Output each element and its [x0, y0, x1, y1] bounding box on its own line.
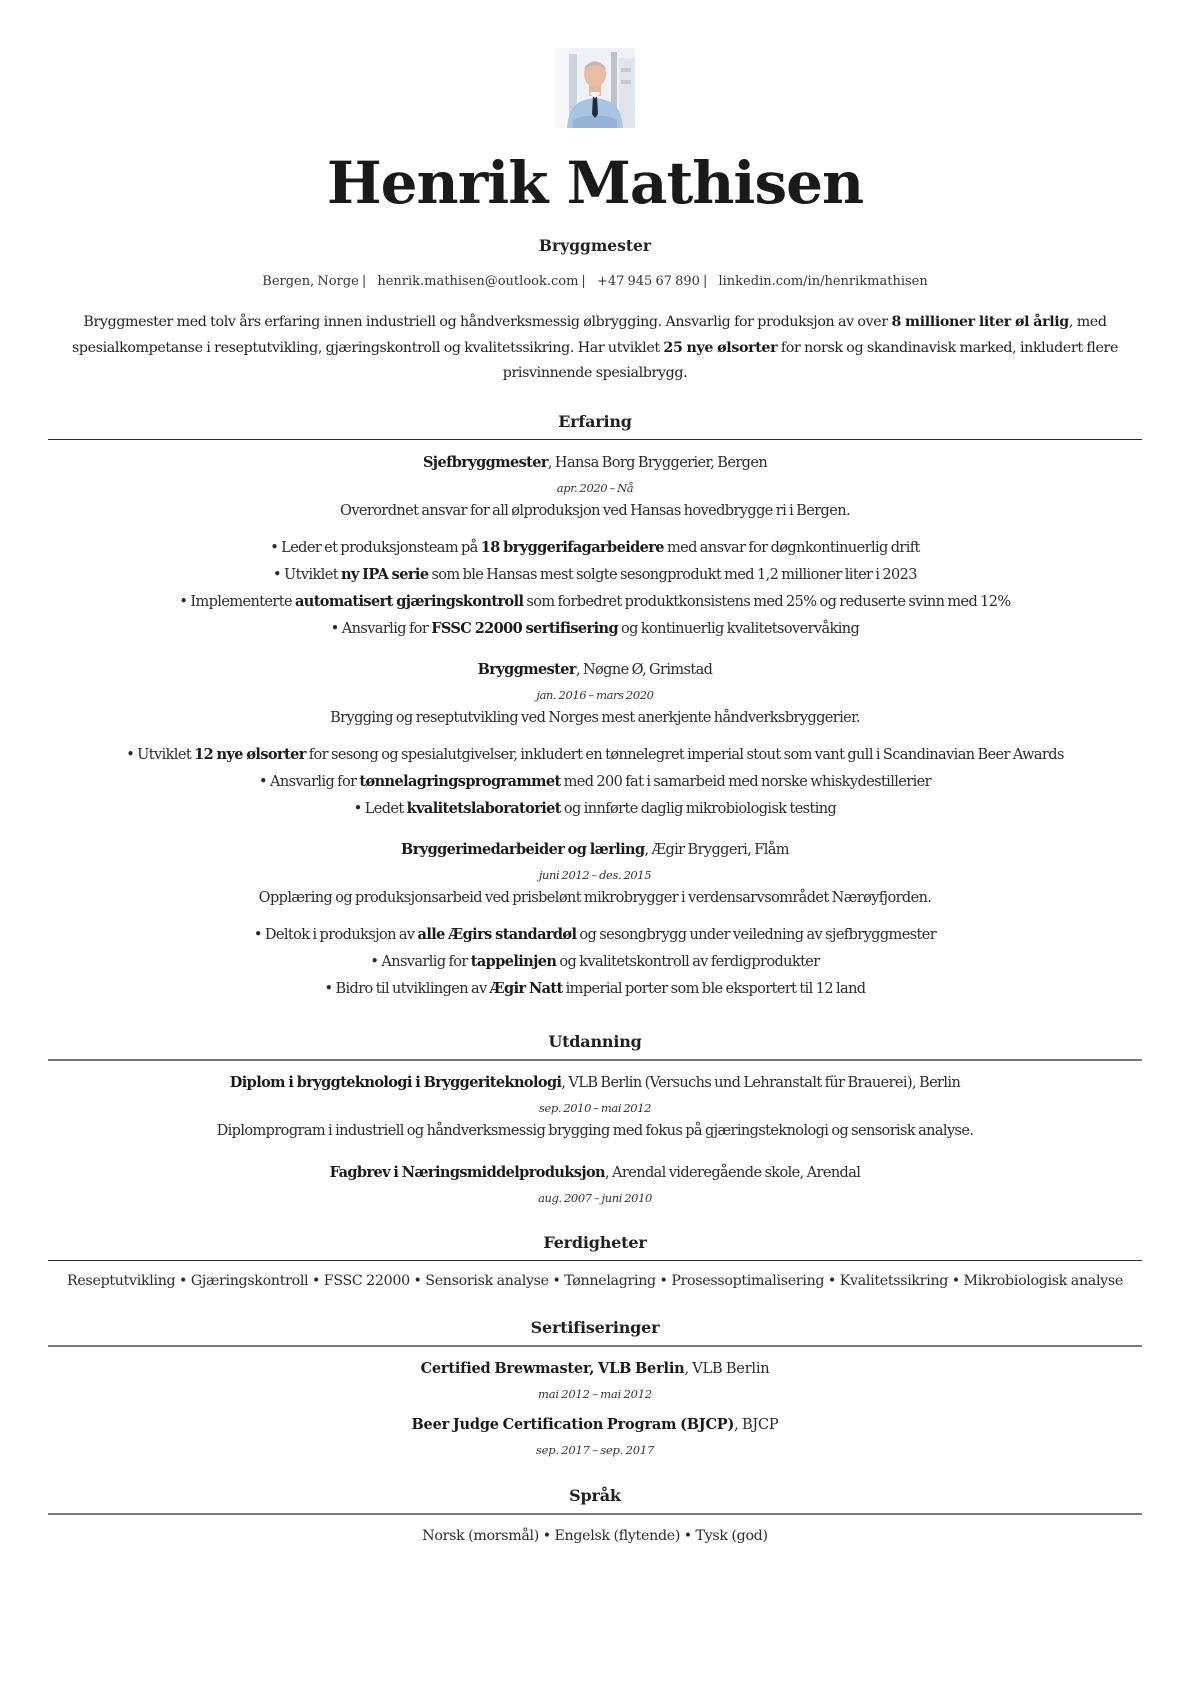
separator: |	[702, 274, 708, 289]
job-dates: juni 2012 – des. 2015	[538, 868, 652, 882]
job-role: Bryggmester	[477, 661, 576, 678]
job-bullet: • Utviklet 12 nye ølsorter for sesong og spesialutgivelser, inkludert en tønnelegret imperial stout som vant gull i Scandinavian Beer Awards	[126, 746, 1064, 763]
section-divider	[48, 1513, 1142, 1515]
summary-text: for norsk og skandinavisk marked, inkludert flere prisvinnende spesialbrygg.	[502, 339, 1118, 381]
separator: |	[361, 274, 367, 289]
job-title-line	[48, 841, 1142, 858]
contact-linkedin[interactable]: linkedin.com/in/henrikmathisen	[718, 274, 928, 289]
education-description: Diplomprogram i industriell og håndverksmessig brygging med fokus på gjæringsteknologi og sensorisk analyse.	[216, 1123, 974, 1139]
job-title-line	[48, 661, 1142, 678]
job-bullet: • Deltok i produksjon av alle Ægirs standardøl og sesongbrygg under veiledning av sjefbryggmester	[253, 926, 937, 943]
job-title: Bryggmester	[538, 236, 652, 255]
job-employer: , Nøgne Ø, Grimstad	[575, 662, 713, 678]
education-title-line	[48, 1164, 1142, 1181]
certification-name: Certified Brewmaster, VLB Berlin	[420, 1360, 685, 1377]
job-bullet: • Ansvarlig for tønnelagringsprogrammet med 200 fat i samarbeid med norske whiskydestillerier	[259, 773, 931, 790]
section-heading-education: Utdanning	[548, 1032, 642, 1051]
education-degree: Diplom i bryggteknologi i Bryggeriteknologi	[229, 1074, 562, 1091]
education-dates: sep. 2010 – mai 2012	[538, 1101, 652, 1115]
education-dates: aug. 2007 – juni 2010	[538, 1191, 652, 1205]
separator: |	[581, 274, 586, 289]
job-description: Overordnet ansvar for all ølproduksjon ved Hansas hovedbrygge ri i Bergen.	[340, 503, 850, 519]
job-description: Brygging og reseptutvikling ved Norges mest anerkjente håndverksbryggerier.	[330, 710, 860, 726]
section-heading-experience: Erfaring	[558, 412, 632, 431]
certification-title-line	[48, 1360, 1142, 1377]
job-bullet: • Ansvarlig for tappelinjen og kvalitetskontroll av ferdigprodukter	[370, 953, 820, 970]
job-bullet: • Ansvarlig for FSSC 22000 sertifisering og kontinuerlig kvalitetsovervåking	[330, 620, 860, 637]
job-description: Opplæring og produksjonsarbeid ved prisbelønt mikrobrygger i verdensarvsområdet Nærøyfjorden.	[258, 890, 932, 906]
summary-highlight: 25 nye ølsorter	[663, 339, 778, 356]
certification-title-line	[48, 1416, 1142, 1433]
job-role: Sjefbryggmester	[422, 454, 548, 471]
education-school: , Arendal videregående skole, Arendal	[605, 1165, 861, 1181]
job-bullet: • Bidro til utviklingen av Ægir Natt imperial porter som ble eksportert til 12 land	[324, 980, 866, 997]
section-heading-skills: Ferdigheter	[543, 1233, 647, 1252]
section-heading-languages: Språk	[569, 1486, 621, 1505]
certification-issuer: , BJCP	[734, 1417, 779, 1433]
section-heading-certifications: Sertifiseringer	[530, 1318, 660, 1337]
candidate-name: Henrik Mathisen	[326, 149, 864, 217]
skills-list: Reseptutvikling • Gjæringskontroll • FSSC 22000 • Sensorisk analyse • Tønnelagring • Prosessoptimalisering • Kvalitetssikring • Mikrobiologisk analyse	[67, 1273, 1123, 1289]
section-divider	[48, 1345, 1142, 1347]
summary-highlight: 8 millioner liter øl årlig	[891, 314, 1069, 330]
profile-photo	[555, 48, 635, 128]
job-bullet: • Utviklet ny IPA serie som ble Hansas mest solgte sesongprodukt med 1,2 millioner liter i 2023	[273, 566, 917, 583]
education-title-line	[48, 1074, 1142, 1091]
job-bullet: • Leder et produksjonsteam på 18 bryggerifagarbeidere med ansvar for døgnkontinuerlig drift	[270, 539, 920, 556]
person-photo-icon	[555, 48, 635, 128]
certification-name: Beer Judge Certification Program (BJCP)	[411, 1416, 735, 1433]
job-dates: apr. 2020 – Nå	[556, 481, 634, 495]
education-school: , VLB Berlin (Versuchs und Lehranstalt für Brauerei), Berlin	[561, 1075, 961, 1091]
contact-line	[48, 274, 1142, 289]
section-divider	[48, 439, 1142, 440]
contact-phone[interactable]: +47 945 67 890	[596, 274, 700, 289]
summary-text: Bryggmester med tolv års erfaring innen industriell og håndverksmessig ølbrygging. Ansvarlig for produksjon av over	[83, 314, 892, 330]
contact-location: Bergen, Norge	[262, 274, 359, 289]
certification-issuer: , VLB Berlin	[684, 1361, 770, 1377]
certification-dates: sep. 2017 – sep. 2017	[535, 1443, 655, 1457]
job-role: Bryggerimedarbeider og lærling	[401, 841, 645, 858]
education-degree: Fagbrev i Næringsmiddelproduksjon	[329, 1164, 605, 1181]
languages-list: Norsk (morsmål) • Engelsk (flytende) • Tysk (god)	[422, 1528, 768, 1544]
contact-email[interactable]: henrik.mathisen@outlook.com	[377, 274, 579, 289]
job-dates: jan. 2016 – mars 2020	[536, 688, 654, 702]
job-bullet: • Ledet kvalitetslaboratoriet og innførte daglig mikrobiologisk testing	[353, 800, 837, 817]
profile-summary	[48, 310, 1142, 387]
section-divider	[48, 1059, 1142, 1061]
section-divider	[48, 1260, 1142, 1261]
job-bullet: • Implementerte automatisert gjæringskontroll som forbedret produktkonsistens med 25% og reduserte svinn med 12%	[179, 593, 1011, 610]
certification-dates: mai 2012 – mai 2012	[538, 1387, 652, 1401]
job-employer: , Hansa Borg Bryggerier, Bergen	[547, 455, 768, 471]
job-title-line	[48, 454, 1142, 471]
summary-text: , med spesialkompetanse i reseptutvikling, gjæringskontroll og kvalitetssikring. Har utviklet	[71, 314, 1107, 356]
job-employer: , Ægir Bryggeri, Flåm	[644, 842, 789, 858]
